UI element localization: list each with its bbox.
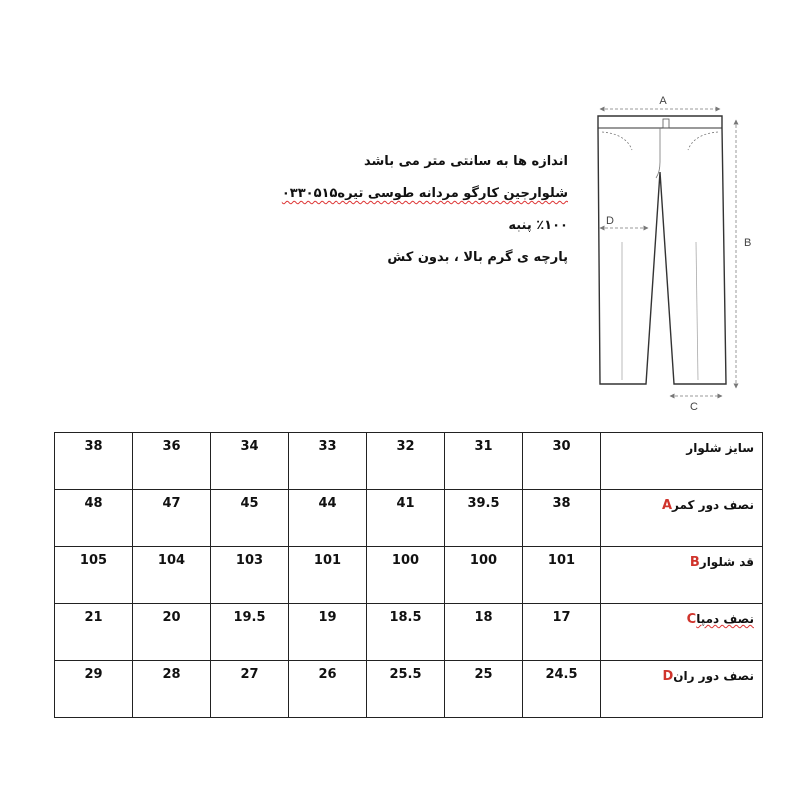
value-cell: 18.5 (367, 604, 445, 661)
fabric-note: پارچه ی گرم بالا ، بدون کش (387, 250, 568, 265)
value-cell: 100 (445, 547, 523, 604)
value-cell: 19.5 (211, 604, 289, 661)
product-info (248, 146, 568, 274)
size-cell: 31 (445, 433, 523, 490)
row-label (601, 547, 763, 604)
value-cell: 100 (367, 547, 445, 604)
value-cell: 25.5 (367, 661, 445, 718)
value-cell: 103 (211, 547, 289, 604)
row-label (601, 490, 763, 547)
row-letter: A (661, 498, 672, 513)
pants-outline (598, 116, 726, 384)
right-crease (696, 242, 698, 380)
value-cell: 44 (289, 490, 367, 547)
label-d: D (606, 215, 614, 227)
table-row-thigh (55, 661, 763, 718)
size-cell: 34 (211, 433, 289, 490)
value-cell: 25 (445, 661, 523, 718)
label-c: C (690, 401, 698, 412)
value-cell: 18 (445, 604, 523, 661)
left-pocket (602, 132, 632, 150)
row-letter: C (686, 612, 697, 627)
size-cell: 38 (55, 433, 133, 490)
value-cell: 101 (289, 547, 367, 604)
row-letter: D (662, 669, 674, 684)
material-note: ٪۱۰۰ پنبه (508, 218, 568, 233)
value-cell: 105 (55, 547, 133, 604)
row-label-text: نصف دمپا (696, 612, 754, 626)
value-cell: 47 (133, 490, 211, 547)
label-b: B (744, 237, 752, 249)
value-cell: 48 (55, 490, 133, 547)
size-table (54, 432, 763, 718)
value-cell: 19 (289, 604, 367, 661)
value-cell: 27 (211, 661, 289, 718)
value-cell: 21 (55, 604, 133, 661)
row-label-text: سایز شلوار (686, 441, 754, 455)
right-pocket (688, 132, 718, 150)
table-row-sizes (55, 433, 763, 490)
table-row-hem (55, 604, 763, 661)
value-cell: 24.5 (523, 661, 601, 718)
value-cell: 17 (523, 604, 601, 661)
size-cell: 33 (289, 433, 367, 490)
pants-diagram (586, 92, 756, 412)
value-cell: 45 (211, 490, 289, 547)
size-cell: 32 (367, 433, 445, 490)
value-cell: 20 (133, 604, 211, 661)
row-label-text: نصف دور ران (673, 669, 754, 683)
value-cell: 38 (523, 490, 601, 547)
value-cell: 39.5 (445, 490, 523, 547)
value-cell: 101 (523, 547, 601, 604)
row-letter: B (689, 555, 700, 570)
fly (656, 128, 660, 178)
label-a: A (659, 95, 667, 107)
size-cell: 30 (523, 433, 601, 490)
product-title: شلوارجین کارگو مردانه طوسی تیره۰۳۳۰۵۱۵ (281, 186, 568, 201)
value-cell: 29 (55, 661, 133, 718)
value-cell: 26 (289, 661, 367, 718)
table-row-waist (55, 490, 763, 547)
belt-loop (663, 119, 669, 128)
value-cell: 104 (133, 547, 211, 604)
row-label (601, 433, 763, 490)
value-cell: 28 (133, 661, 211, 718)
table-row-length (55, 547, 763, 604)
row-label (601, 604, 763, 661)
row-label (601, 661, 763, 718)
value-cell: 41 (367, 490, 445, 547)
size-cell: 36 (133, 433, 211, 490)
units-note: اندازه ها به سانتی متر می باشد (364, 154, 568, 169)
row-label-text: نصف دور کمر (672, 498, 754, 512)
row-label-text: قد شلوار (699, 555, 754, 569)
